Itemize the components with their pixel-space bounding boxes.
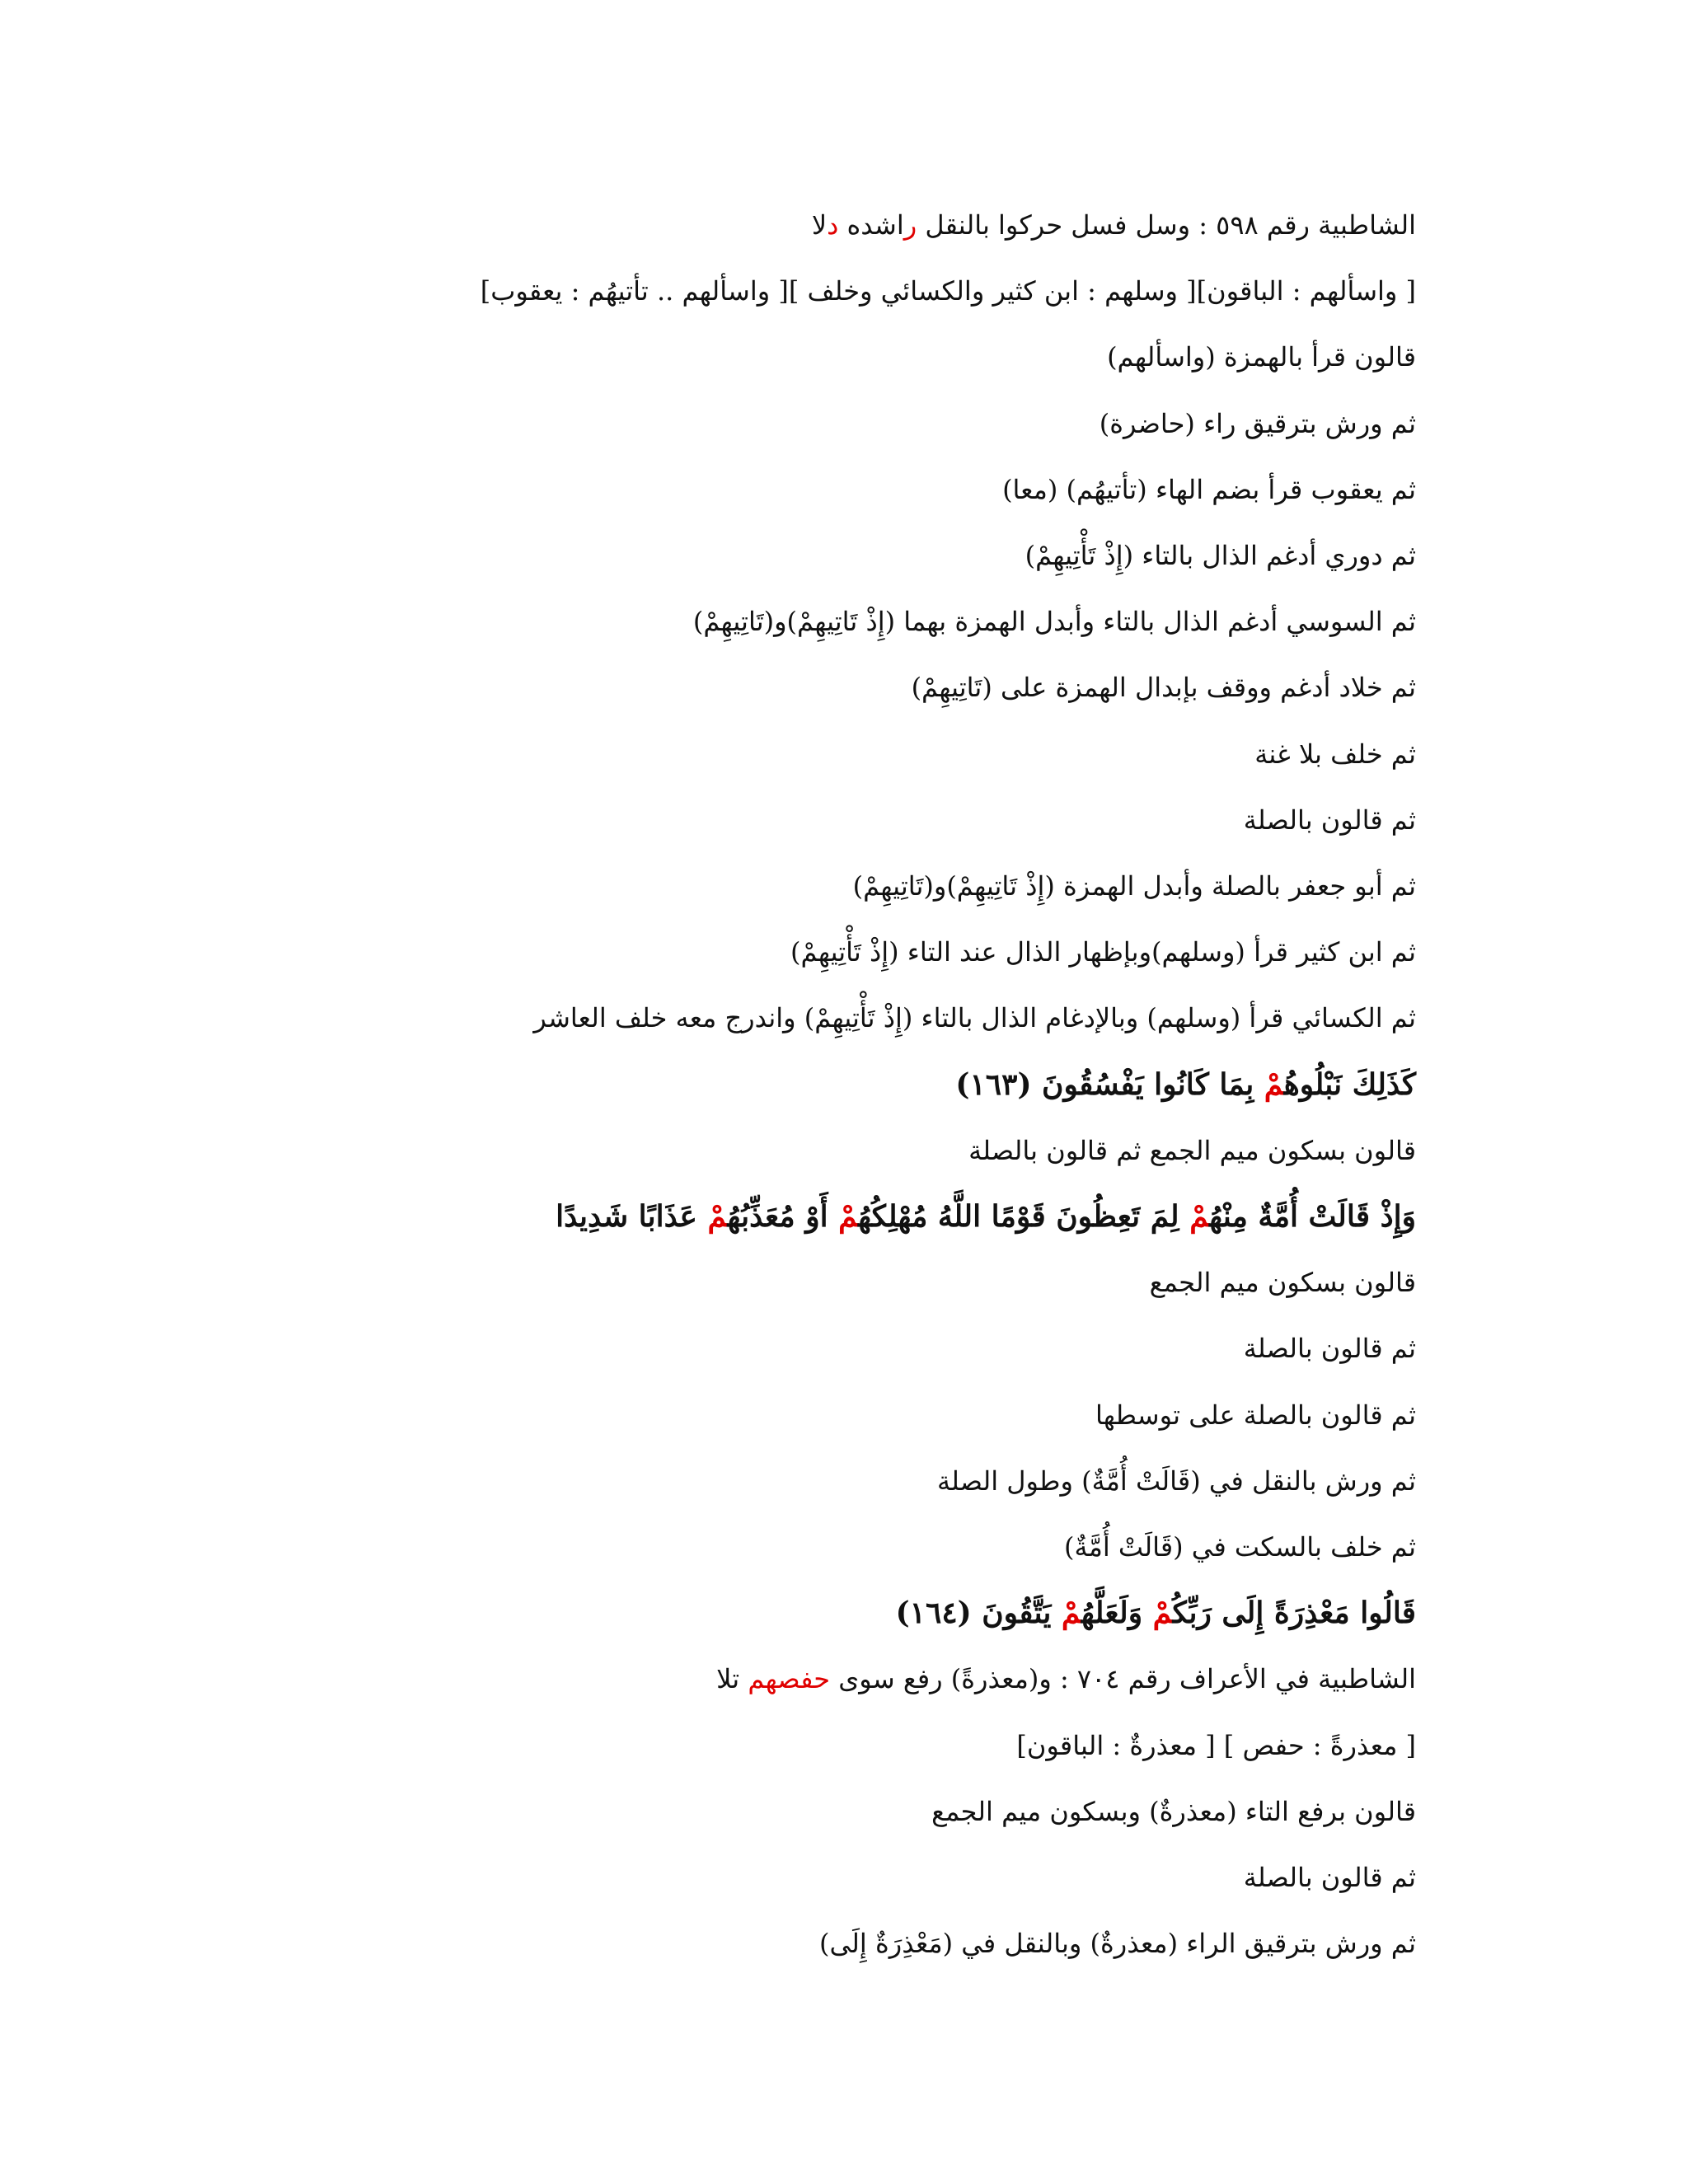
- text-line: [262, 336, 1416, 377]
- text-line: [262, 733, 1416, 775]
- verse-line: [262, 1592, 1416, 1633]
- line-text: ثم ورش بترقيق راء (حاضرة): [1099, 408, 1416, 439]
- text-line: [262, 601, 1416, 642]
- line-text: لِمَ تَعِظُونَ قَوْمًا اللَّهُ مُهْلِكُهُ: [858, 1199, 1190, 1234]
- text-line: [262, 1791, 1416, 1832]
- text-line: [262, 667, 1416, 708]
- line-text: اشده: [838, 209, 904, 241]
- line-text: ثم خلف بالسكت في (قَالَتْ أُمَّةٌ): [1064, 1531, 1416, 1563]
- line-text: ثم خلاد أدغم ووقف بإبدال الهمزة على (تَاتِيهِمْ): [911, 672, 1416, 703]
- line-text: أَوْ مُعَذِّبُهُ: [727, 1199, 839, 1234]
- text-line: [262, 1526, 1416, 1568]
- text-line: [262, 1328, 1416, 1369]
- text-line: [262, 1460, 1416, 1502]
- line-text: قَالُوا مَعْذِرَةً إِلَى رَبِّكُ: [1172, 1596, 1416, 1630]
- line-text: كَذَلِكَ نَبْلُوهُ: [1283, 1067, 1416, 1102]
- highlighted-text: مْ: [1061, 1596, 1081, 1630]
- line-text: وَإِذْ قَالَتْ أُمَّةٌ مِنْهُ: [1209, 1199, 1416, 1234]
- text-line: [262, 1725, 1416, 1766]
- text-line: [262, 204, 1416, 246]
- text-line: [262, 799, 1416, 841]
- text-line: [262, 469, 1416, 510]
- text-line: [262, 1857, 1416, 1898]
- line-text: ثم قالون بالصلة على توسطها: [1095, 1399, 1416, 1431]
- highlighted-text: مْ: [1152, 1596, 1173, 1630]
- line-text: ثم قالون بالصلة: [1243, 1862, 1416, 1893]
- verse-line: [262, 1196, 1416, 1237]
- line-text: الشاطبية في الأعراف رقم ٧٠٤ : و(معذرةً) رفع سوى: [830, 1663, 1416, 1694]
- highlighted-text: حفصهم: [748, 1663, 831, 1694]
- highlighted-text: ر: [903, 209, 917, 241]
- line-text: بِمَا كَانُوا يَفْسُقُونَ (١٦٣): [955, 1067, 1264, 1102]
- line-text: يَتَّقُونَ (١٦٤): [895, 1596, 1062, 1630]
- line-text: قالون برفع التاء (معذرةٌ) وبسكون ميم الجمع: [931, 1796, 1416, 1827]
- line-text: تلا: [716, 1663, 748, 1694]
- text-line: [262, 1130, 1416, 1171]
- line-text: ثم قالون بالصلة: [1243, 804, 1416, 836]
- text-line: [262, 1658, 1416, 1699]
- line-text: الشاطبية رقم ٥٩٨ : وسل فسل حركوا بالنقل: [917, 209, 1416, 241]
- line-text: [ معذرةً : حفص ] [ معذرةٌ : الباقون]: [1016, 1730, 1416, 1761]
- line-text: ثم الكسائي قرأ (وسلهم) وبالإدغام الذال بالتاء (إِذْ تَأْتِيهِمْ) واندرج معه خلف العاشر: [533, 1002, 1416, 1033]
- text-line: [262, 535, 1416, 576]
- highlighted-text: مْ: [1264, 1067, 1284, 1102]
- text-line: [262, 403, 1416, 444]
- highlighted-text: مْ: [838, 1199, 859, 1234]
- line-text: قالون بسكون ميم الجمع: [1149, 1267, 1416, 1298]
- highlighted-text: مْ: [707, 1199, 728, 1234]
- line-text: ثم قالون بالصلة: [1243, 1333, 1416, 1364]
- verse-line: [262, 1064, 1416, 1105]
- line-text: ثم خلف بلا غنة: [1254, 738, 1416, 770]
- line-text: ثم السوسي أدغم الذال بالتاء وأبدل الهمزة بهما (إِذْ تَاتِيهِمْ)و(تَاتِيهِمْ): [692, 606, 1416, 637]
- line-text: ثم ورش بالنقل في (قَالَتْ أُمَّةٌ) وطول الصلة: [936, 1465, 1416, 1497]
- text-line: [262, 1923, 1416, 1964]
- line-text: ثم دوري أدغم الذال بالتاء (إِذْ تَأْتِيهِمْ): [1025, 540, 1416, 571]
- line-text: ثم ابن كثير قرأ (وسلهم)وبإظهار الذال عند التاء (إِذْ تَأْتِيهِمْ): [790, 936, 1416, 968]
- line-text: لا: [811, 209, 828, 241]
- highlighted-text: مْ: [1189, 1199, 1210, 1234]
- text-line: [262, 1394, 1416, 1436]
- text-line: [262, 270, 1416, 312]
- line-text: قالون قرأ بالهمزة (واسألهم): [1107, 341, 1416, 373]
- text-line: [262, 931, 1416, 972]
- line-text: ثم أبو جعفر بالصلة وأبدل الهمزة (إِذْ تَاتِيهِمْ)و(تَاتِيهِمْ): [852, 870, 1416, 902]
- line-text: وَلَعَلَّهُ: [1081, 1596, 1153, 1630]
- text-line: [262, 865, 1416, 907]
- line-text: ثم يعقوب قرأ بضم الهاء (تأتيهُم) (معا): [1002, 474, 1416, 505]
- text-line: [262, 1262, 1416, 1303]
- line-text: عَذَابًا شَدِيدًا: [556, 1199, 708, 1234]
- text-line: [262, 997, 1416, 1038]
- line-text: قالون بسكون ميم الجمع ثم قالون بالصلة: [968, 1135, 1416, 1166]
- line-text: [ واسألهم : الباقون][ وسلهم : ابن كثير والكسائي وخلف ][ واسألهم .. تأتيهُم : يعقوب]: [480, 275, 1416, 307]
- line-text: ثم ورش بترقيق الراء (معذرةٌ) وبالنقل في (مَعْذِرَةٌ إِلَى): [819, 1928, 1416, 1959]
- highlighted-text: د: [827, 209, 839, 241]
